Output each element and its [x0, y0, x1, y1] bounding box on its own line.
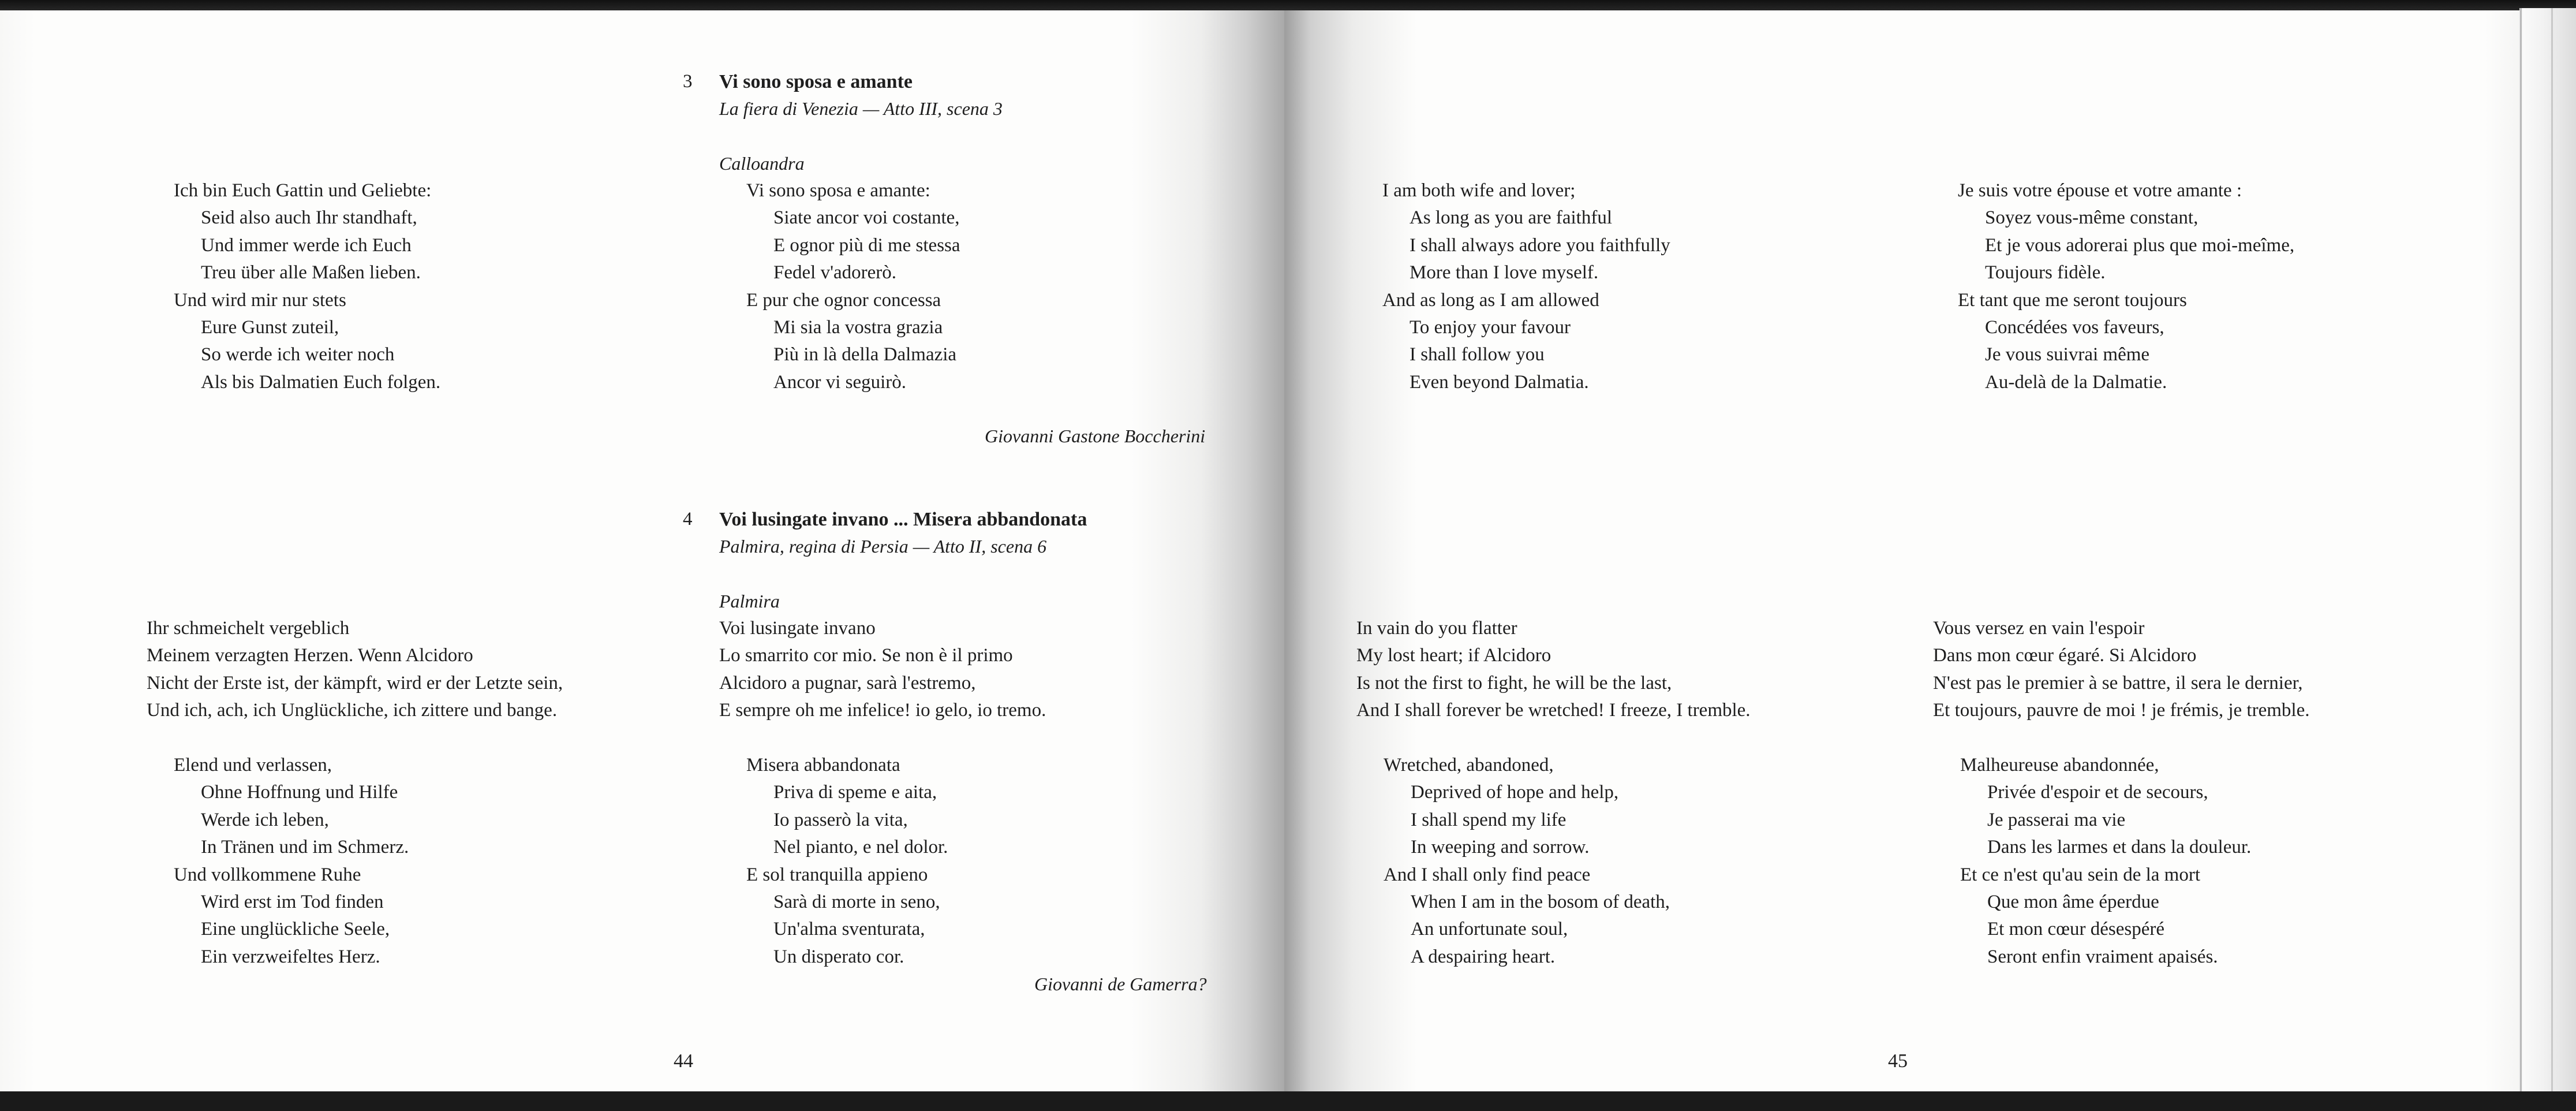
section-3-number: 3 [683, 71, 693, 92]
verse-line: Fedel v'adorerò. [773, 262, 897, 284]
section-3-italian-text [719, 177, 960, 396]
verse-line: Priva di speme e aita, [773, 782, 937, 803]
section-4-number: 4 [683, 509, 693, 530]
verse-line: An unfortunate soul, [1411, 919, 1568, 940]
verse-line: E ognor più di me stessa [773, 234, 960, 256]
verse-line: Et je vous adorerai plus que moi-meîme, [1985, 234, 2295, 256]
verse-line: E sempre oh me infelice! io gelo, io tremo. [719, 700, 1046, 721]
verse-line: Et tant que me seront toujours [1958, 289, 2187, 311]
verse-line: Ich bin Euch Gattin und Geliebte: [174, 180, 432, 201]
verse-line: I shall spend my life [1411, 809, 1566, 830]
section-3-title: Vi sono sposa e amante [719, 71, 913, 92]
section-4-title: Voi lusingate invano ... Misera abbandonata [719, 509, 1087, 530]
verse-line: Io passerò la vita, [773, 809, 908, 830]
section-3-source: La fiera di Venezia — Atto III, scena 3 [719, 98, 1003, 119]
verse-line: Meinem verzagten Herzen. Wenn Alcidoro [147, 645, 473, 666]
verse-line: Und ich, ach, ich Unglückliche, ich zittere und bange. [147, 700, 558, 721]
verse-line: Toujours fidèle. [1985, 262, 2106, 284]
verse-line: Un disperato cor. [773, 946, 904, 967]
page-edge-line [2520, 8, 2522, 1096]
verse-line: Più in là della Dalmazia [773, 344, 957, 366]
page-number-left: 44 [674, 1050, 693, 1072]
verse-line: E pur che ognor concessa [746, 289, 941, 311]
verse-line: Is not the first to fight, he will be the last, [1356, 672, 1672, 694]
verse-line: Wird erst im Tod finden [201, 892, 384, 913]
section-4-german-text [147, 615, 563, 971]
verse-line: To enjoy your favour [1409, 317, 1571, 338]
verse-line: Et mon cœur désespéré [1987, 919, 2164, 940]
verse-line: Ein verzweifeltes Herz. [201, 946, 380, 967]
verse-line: Seid also auch Ihr standhaft, [201, 207, 417, 229]
verse-line: Ancor vi seguirò. [773, 371, 907, 393]
section-3-french-text [1958, 177, 2294, 396]
verse-line: Dans mon cœur égaré. Si Alcidoro [1933, 645, 2197, 666]
verse-line: And I shall forever be wretched! I freeze, I tremble. [1356, 700, 1751, 721]
verse-line: Dans les larmes et dans la douleur. [1987, 837, 2252, 858]
verse-line: Je vous suivrai même [1985, 344, 2150, 366]
verse-line: I am both wife and lover; [1382, 180, 1576, 201]
cover-edge-line [2551, 8, 2553, 1096]
verse-line: As long as you are faithful [1409, 207, 1612, 229]
section-4-character: Palmira [719, 591, 780, 612]
verse-line: Eine unglückliche Seele, [201, 919, 390, 940]
verse-line: Werde ich leben, [201, 809, 329, 830]
verse-line: Misera abbandonata [746, 755, 900, 776]
section-4-source: Palmira, regina di Persia — Atto II, scena 6 [719, 536, 1047, 557]
verse-line: Ihr schmeichelt vergeblich [147, 618, 350, 639]
verse-line: N'est pas le premier à se battre, il sera le dernier, [1933, 672, 2303, 694]
verse-line: Vi sono sposa e amante: [746, 180, 930, 201]
verse-line: Wretched, abandoned, [1384, 755, 1554, 776]
book-page-edge [2519, 8, 2576, 1096]
stanza-gap [147, 725, 563, 752]
verse-line: Lo smarrito cor mio. Se non è il primo [719, 645, 1013, 666]
page-number-right: 45 [1888, 1050, 1908, 1072]
verse-line: Ohne Hoffnung und Hilfe [201, 782, 398, 803]
verse-line: Je suis votre épouse et votre amante : [1958, 180, 2242, 201]
verse-line: When I am in the bosom of death, [1411, 892, 1670, 913]
verse-line: Au-delà de la Dalmatie. [1985, 371, 2167, 393]
verse-line: Nicht der Erste ist, der kämpft, wird er der Letzte sein, [147, 672, 563, 694]
verse-line: Privée d'espoir et de secours, [1987, 782, 2208, 803]
verse-line: Elend und verlassen, [174, 755, 332, 776]
section-4-italian-text [719, 615, 1046, 971]
verse-line: Concédées vos faveurs, [1985, 317, 2164, 338]
verse-line: Nel pianto, e nel dolor. [773, 837, 948, 858]
right-page [1284, 10, 2519, 1095]
stanza-gap [719, 725, 1046, 752]
verse-line: Eure Gunst zuteil, [201, 317, 339, 338]
verse-line: E sol tranquilla appieno [746, 864, 928, 885]
stanza-gap [1933, 725, 2309, 752]
verse-line: Je passerai ma vie [1987, 809, 2126, 830]
verse-line: Mi sia la vostra grazia [773, 317, 943, 338]
section-3-character: Calloandra [719, 153, 805, 174]
verse-line: Alcidoro a pugnar, sarà l'estremo, [719, 672, 976, 694]
verse-line: And I shall only find peace [1384, 864, 1591, 885]
section-4-french-text [1933, 615, 2309, 971]
verse-line: Malheureuse abandonnée, [1960, 755, 2159, 776]
verse-line: Que mon âme éperdue [1987, 892, 2159, 913]
left-page [0, 10, 1284, 1095]
verse-line: And as long as I am allowed [1382, 289, 1599, 311]
verse-line: Vous versez en vain l'espoir [1933, 618, 2145, 639]
verse-line: Soyez vous-même constant, [1985, 207, 2199, 229]
verse-line: Treu über alle Maßen lieben. [201, 262, 421, 284]
verse-line: So werde ich weiter noch [201, 344, 395, 366]
verse-line: Als bis Dalmatien Euch folgen. [201, 371, 441, 393]
verse-line: A despairing heart. [1411, 946, 1556, 967]
verse-line: Seront enfin vraiment apaisés. [1987, 946, 2218, 967]
verse-line: Et ce n'est qu'au sein de la mort [1960, 864, 2201, 885]
verse-line: Voi lusingate invano [719, 618, 876, 639]
section-3-german-text [174, 177, 440, 396]
verse-line: Und vollkommene Ruhe [174, 864, 361, 885]
verse-line: I shall always adore you faithfully [1409, 234, 1670, 256]
section-3-english-text [1382, 177, 1670, 396]
section-4-english-text [1356, 615, 1751, 971]
verse-line: Siate ancor voi costante, [773, 207, 960, 229]
verse-line: Even beyond Dalmatia. [1409, 371, 1589, 393]
verse-line: Et toujours, pauvre de moi ! je frémis, je tremble. [1933, 700, 2310, 721]
verse-line: In Tränen und im Schmerz. [201, 837, 409, 858]
section-3-author: Giovanni Gastone Boccherini [985, 426, 1206, 446]
section-4-author: Giovanni de Gamerra? [1034, 974, 1207, 994]
verse-line: In vain do you flatter [1356, 618, 1517, 639]
verse-line: Und wird mir nur stets [174, 289, 346, 311]
scan-border-bottom [0, 1091, 2576, 1111]
verse-line: My lost heart; if Alcidoro [1356, 645, 1551, 666]
verse-line: More than I love myself. [1409, 262, 1599, 284]
verse-line: Un'alma sventurata, [773, 919, 925, 940]
stanza-gap [1356, 725, 1751, 752]
verse-line: Deprived of hope and help, [1411, 782, 1619, 803]
verse-line: Sarà di morte in seno, [773, 892, 940, 913]
verse-line: In weeping and sorrow. [1411, 837, 1590, 858]
verse-line: I shall follow you [1409, 344, 1545, 366]
verse-line: Und immer werde ich Euch [201, 234, 412, 256]
